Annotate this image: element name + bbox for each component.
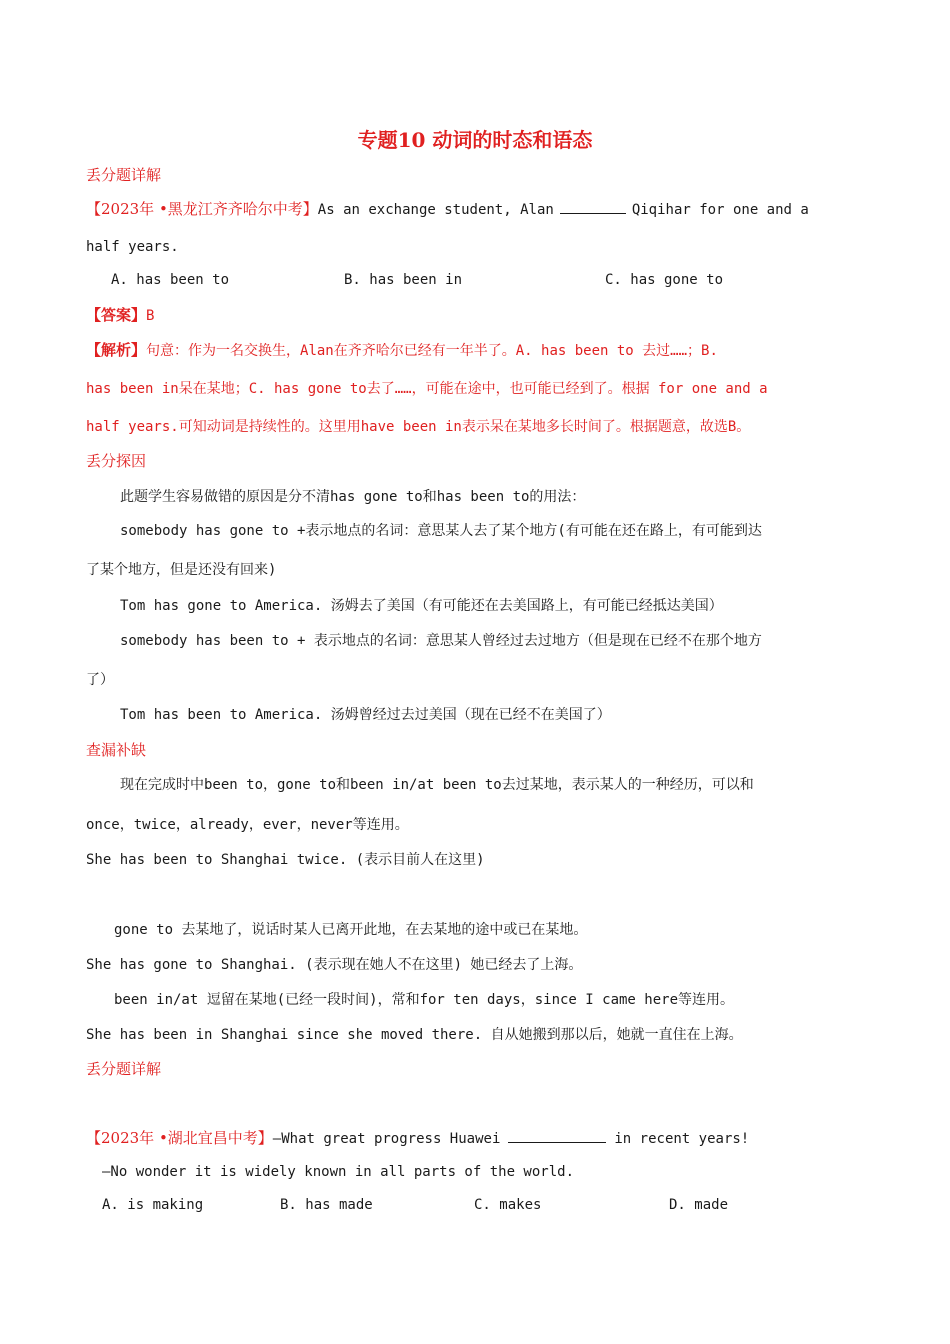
supplement-line-3: She has been to Shanghai twice. (表示目前人在这里) [86,852,485,868]
question-2-blank [508,1128,606,1143]
question-2-option-b: B. has made [280,1197,373,1213]
analysis-text-1: 句意：作为一名交换生，Alan在齐齐哈尔已经有一年半了。A. has been to 去过……；B. [146,343,718,359]
section-heading-error-cause: 丢分探因 [86,452,147,470]
question-1-stem-line-2: half years. [86,239,179,255]
supplement-line-2: once，twice，already，ever，never等连用。 [86,817,409,833]
reason-line-4: Tom has gone to America. 汤姆去了美国（有可能还在去美国路上，有可能已经抵达美国） [120,598,723,614]
question-1-option-a: A. has been to [111,272,230,288]
section-heading-fill-gaps: 查漏补缺 [86,741,147,759]
question-2-stem-line-2: —No wonder it is widely known in all parts of the world. [102,1164,575,1180]
analysis-line-1 [86,340,864,361]
section-heading-error-detail-2: 丢分题详解 [86,1060,162,1078]
reason-line-1: 此题学生容易做错的原因是分不清has gone to和has been to的用法： [120,489,586,505]
analysis-line-3: half years.可知动词是持续性的。这里用have been in表示呆在某地多长时间了。根据题意，故选B。 [86,419,751,435]
question-1-source: 【2023年 •黑龙江齐齐哈尔中考】 [86,200,318,218]
supplement-line-6: been in/at 逗留在某地(已经一段时间)，常和for ten days，since I came here等连用。 [114,992,735,1008]
question-2-stem-b: in recent years! [614,1131,750,1147]
question-2-source: 【2023年 •湖北宜昌中考】 [86,1129,273,1147]
answer-line [86,305,864,326]
question-2-stem-line-1 [86,1128,864,1149]
reason-line-2: somebody has gone to +表示地点的名词：意思某人去了某个地方(有可能在还在路上，有可能到达 [120,523,762,539]
question-1-stem-a: As an exchange student, Alan [317,202,554,218]
supplement-line-5: She has gone to Shanghai. (表示现在她人不在这里) 她已经去了上海。 [86,957,583,973]
question-1-stem-b: Qiqihar for one and a [631,202,809,218]
supplement-line-1: 现在完成时中been to，gone to和been in/at been to去过某地，表示某人的一种经历，可以和 [120,777,754,793]
question-2-stem-a: —What great progress Huawei [272,1131,501,1147]
answer-label: 【答案】 [86,306,147,324]
reason-line-7: Tom has been to America. 汤姆曾经过去过美国（现在已经不在美国了） [120,707,611,723]
supplement-line-4: gone to 去某地了，说话时某人已离开此地，在去某地的途中或已在某地。 [114,922,588,938]
question-2-option-c: C. makes [474,1197,542,1213]
question-1-option-b: B. has been in [344,272,463,288]
question-1-option-c: C. has gone to [605,272,724,288]
reason-line-3: 了某个地方，但是还没有回来) [86,562,277,578]
page-title: 专题10 动词的时态和语态 [357,128,593,152]
answer-value: B [146,308,155,324]
section-heading-error-detail: 丢分题详解 [86,166,162,184]
reason-line-5: somebody has been to + 表示地点的名词：意思某人曾经过去过地方（但是现在已经不在那个地方 [120,633,762,649]
analysis-line-2: has been in呆在某地；C. has gone to去了……，可能在途中，也可能已经到了。根据 for one and a [86,381,768,397]
question-1-blank [560,199,626,214]
question-1-stem-line-1 [86,199,864,220]
reason-line-6: 了） [86,672,114,688]
supplement-line-7: She has been in Shanghai since she moved there. 自从她搬到那以后，她就一直住在上海。 [86,1027,743,1043]
question-2-option-a: A. is making [102,1197,204,1213]
analysis-label: 【解析】 [86,341,147,359]
question-2-option-d: D. made [669,1197,729,1213]
